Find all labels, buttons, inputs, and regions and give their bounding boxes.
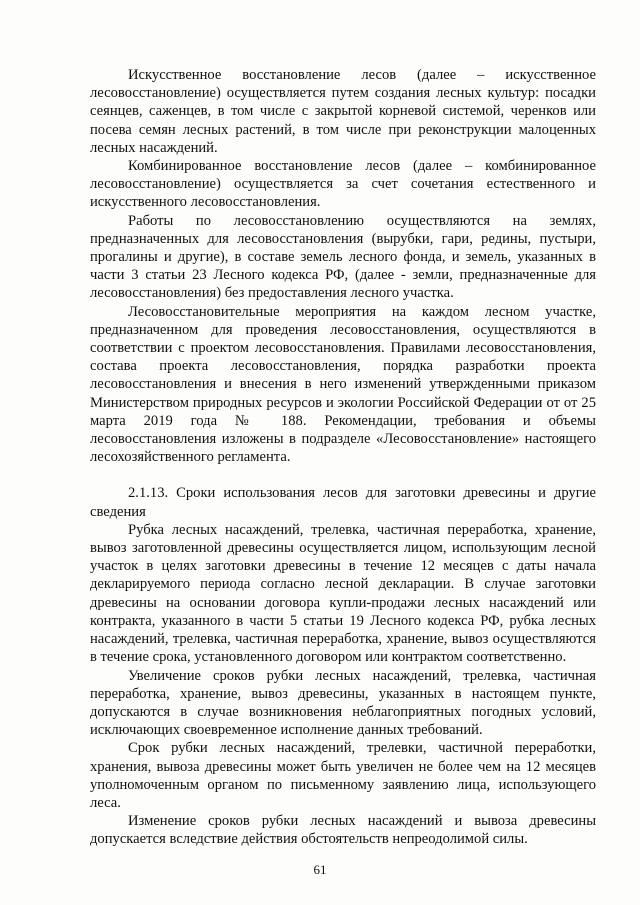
document-body [90,66,596,849]
paragraph-term-extension-weather: Увеличение сроков рубки лесных насаждений, трелевка, частичная переработка, хранение, вывоз древесины, указанных в настоящем пункте, допускаются в случае возникновения неблагоприятных погодных условий, исключающих своевременное исполнение данных требований. [90,667,596,739]
paragraph-term-extension-request: Срок рубки лесных насаждений, трелевки, частичной переработки, хранения, вывоза древесины может быть увеличен не более чем на 12 месяцев уполномоченным органом по письменному заявлению лица, использующего леса. [90,740,596,811]
paragraph-reforestation-works: Работы по лесовосстановлению осуществляются на землях, предназначенных для лесовосстановления (вырубки, гари, редины, пустыри, прогалины и другие), в составе земель лесного фонда, и земель, указанных в части 3 статьи 23 Лесного кодекса РФ, (далее - земли, предназначенные для лесовосстановления) без предоставления лесного участка. [90,212,596,302]
paragraph-force-majeure: Изменение сроков рубки лесных насаждений и вывоза древесины допускается вследствие действия обстоятельств непреодолимой силы. [90,813,596,848]
paragraph-combined-reforestation: Комбинированное восстановление лесов (далее – комбинированное лесовосстановление) осуществляется за счет сочетания естественного и искусственного лесовосстановления. [90,158,596,211]
paragraph-artificial-reforestation: Искусственное восстановление лесов (далее – искусственное лесовосстановление) осуществляется путем создания лесных культур: посадки сеянцев, саженцев, в том числе с закрытой корневой системой, черенков или посева семян лесных растений, в том числе при реконструкции малоценных лесных насаждений. [90,67,596,156]
section-heading: 2.1.13. Сроки использования лесов для заготовки древесины и другие сведения [90,485,596,520]
paragraph-reforestation-measures: Лесовосстановительные мероприятия на каждом лесном участке, предназначенном для проведения лесовосстановления, осуществляются в соответствии с проектом лесовосстановления. Правилами лесовосстановления, состава проекта лесовосстановления, порядка разработки проекта лесовосстановления и внесения в него изменений утвержденными приказом Министерством природных ресурсов и экологии Российской Федерации от от 25 марта 2019 года № 188. Рекомендации, требования и объемы лесовосстановления изложены в подразделе «Лесовосстановление» настоящего лесохозяйственного регламента. [90,303,596,466]
paragraph-logging-terms: Рубка лесных насаждений, трелевка, частичная переработка, хранение, вывоз заготовленной древесины осуществляется лицом, использующим лесной участок в целях заготовки древесины в течение 12 месяцев с даты начала декларируемого периода согласно лесной декларации. В случае заготовки древесины на основании договора купли-продажи лесных насаждений или контракта, указанного в части 5 статьи 19 Лесного кодекса РФ, рубка лесных насаждений, трелевка, частичная переработка, хранение, вывоз осуществляются в течение срока, установленного договором или контрактом соответственно. [90,521,596,666]
page-number: 61 [313,862,327,877]
